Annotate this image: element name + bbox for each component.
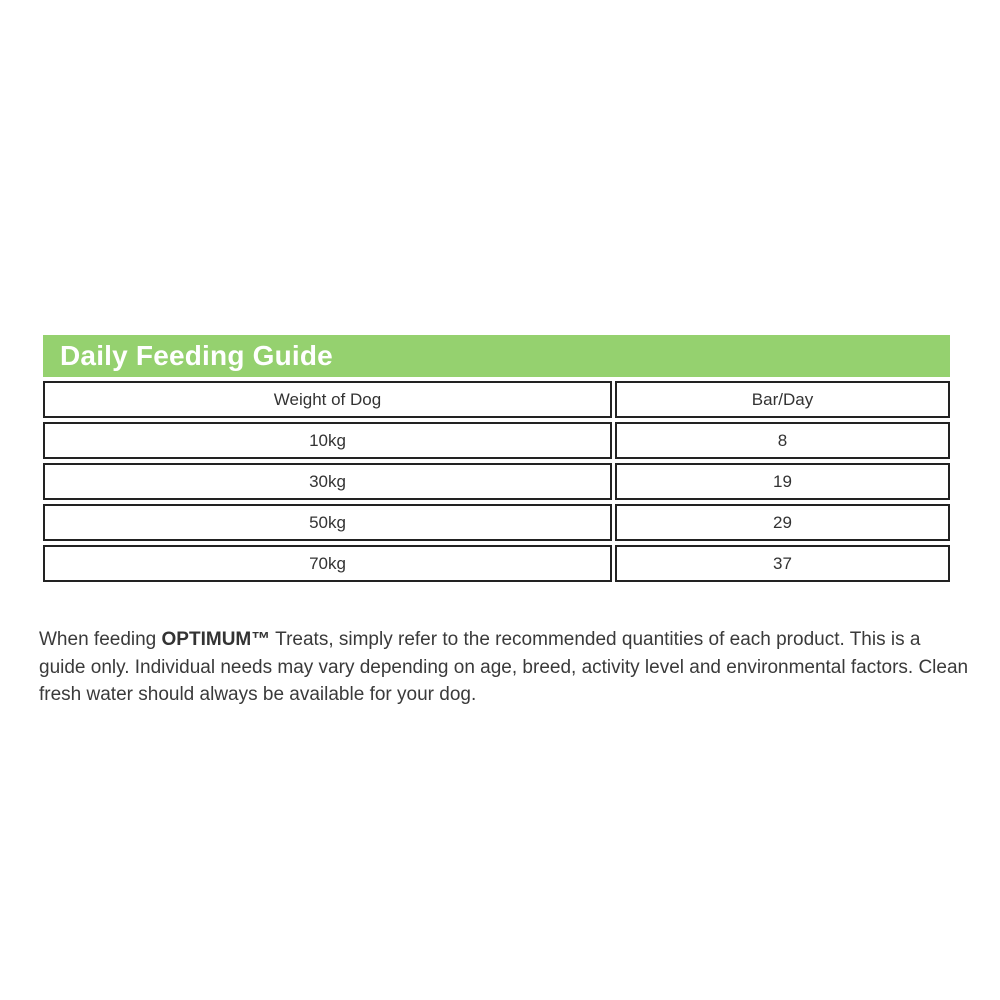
bars-cell: 29 xyxy=(615,504,950,541)
bars-cell: 19 xyxy=(615,463,950,500)
table-header-row xyxy=(43,381,950,418)
weight-cell: 70kg xyxy=(43,545,612,582)
bars-cell: 37 xyxy=(615,545,950,582)
table-row xyxy=(43,545,950,582)
brand-name: OPTIMUM™ xyxy=(161,629,271,650)
feeding-guide xyxy=(43,335,950,586)
column-header-weight: Weight of Dog xyxy=(43,381,612,418)
weight-cell: 30kg xyxy=(43,463,612,500)
note-prefix: When feeding xyxy=(39,629,162,650)
note-body: Treats, simply refer to the recommended quantities of each product. This is a guide only. Individual needs may vary depending on age, breed, activity level and environmental factors. Clean fresh water should always be available for your dog. xyxy=(39,629,969,705)
table-row xyxy=(43,463,950,500)
bars-cell: 8 xyxy=(615,422,950,459)
weight-cell: 50kg xyxy=(43,504,612,541)
column-header-bars: Bar/Day xyxy=(615,381,950,418)
feeding-table xyxy=(43,381,950,582)
table-row xyxy=(43,422,950,459)
weight-cell: 10kg xyxy=(43,422,612,459)
table-row xyxy=(43,504,950,541)
guide-title: Daily Feeding Guide xyxy=(43,335,950,377)
feeding-note xyxy=(39,626,969,709)
